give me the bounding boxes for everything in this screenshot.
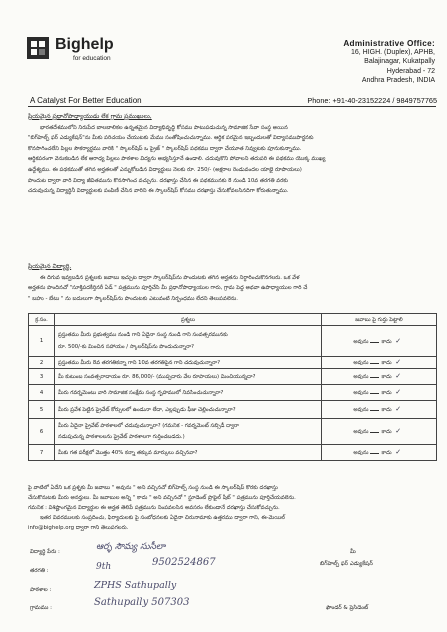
row-serial: 4 [29,385,55,401]
answer-yes-option[interactable]: అవును [353,360,369,366]
table-row [29,401,437,419]
question-line: నడుపుచున్న పాఠశాలలను ప్రైవేట్ పాఠశాలగా గుర్తించబడదు.) [58,434,185,440]
table-header-row [29,314,437,326]
intro-line: చదువుచున్న విద్యార్థినీ విద్యార్థులకు పంపిణీ చేసిన వారిని ఈ స్కాలర్‌షిప్ కోసము దరఖాస్తు చేసుకోవలసినదిగా కోరుతున్నాము. [28,188,289,195]
table-row [29,419,437,445]
row-question [55,419,322,445]
question-line: మీరు గవర్నమెంటు వారి సామాజిక సంక్షేమ సంస్థ గృహములో నివసించుచున్నారా? [58,389,224,396]
office-line: 16, HIGH. (Duplex), APHB, [350,49,435,57]
table-row [29,369,437,385]
school-label: పాఠశాల : [30,587,52,593]
table-row [29,357,437,369]
intro-line: భారతదేశములోని నిరుపేద బాలబాలికల ఉన్నతమైన విద్యాభివృద్ధి కోసము పాటుపడుచున్న సామాజిక సేవా సంస్థ అయిన [40,124,288,131]
answer-yes-option[interactable]: అవును [353,374,369,380]
student-section [28,262,438,304]
row-answer [322,369,437,385]
tick-mark: ✓ [395,388,402,396]
answer-line [370,448,379,454]
row-serial: 1 [29,326,55,357]
bighelp-logo-icon [26,36,50,60]
question-line: మీరు ఏదైనా ప్రైవేట్ పాఠశాలలో చదువుచున్నారా? (గమనిక - గవర్నమెంట్ సబ్సిడీ ద్వారా [58,423,239,429]
row-question [55,385,322,401]
class-label: తరగతి : [30,568,49,574]
row-serial: 3 [29,369,55,385]
intro-line: ఉద్దేశ్యము. ఈ పథకముతో తగిన అర్హతలతో ఎన్నుకోబడిన విద్యార్థులు నెలకు రూ. 250/- (అక్షరాల రెండువందల యాభై రూపాయలు) [28,166,302,173]
answer-line [370,427,379,433]
question-line: ప్రస్తుతము మీరు 8వ తరగతికన్నా గాని 10వ తరగతిపైన గాని చదువుచున్నారా? [58,359,221,366]
footer-section [28,483,438,533]
row-serial: 5 [29,401,55,419]
student-line: అర్హతను పొందినచో "సూక్తిపదకీర్తినరీ ఏడ్ " పత్రమును పూర్తిచేసి మీ ప్రధానోపాధ్యాయుల గారు, గ్రామ పెద్ద అథవా ఉపాధ్యాయుల గారి చే [28,285,308,292]
answer-no-option[interactable]: కాదు [381,360,392,366]
intro-line: పొందుట ద్వారా వారి విద్యా జీవితమును కొనసాగించ వచ్చును. దరఖాస్తు చేసిన ఈ పథకమునకు 8 నుండి 10వ తరగతి వరకు [28,177,288,184]
row-answer [322,385,437,401]
office-line: Andhra Pradesh, INDIA [361,76,435,84]
tick-mark: ✓ [395,448,402,456]
table-row [29,385,437,401]
sign-title: ఫౌండర్ & ప్రెసిడెంట్ [326,605,369,611]
row-answer [322,445,437,461]
answer-no-option[interactable]: కాదు [381,450,392,456]
brand-name: Bighelp [55,36,114,53]
col-answer-header: జవాబు పై గుర్తు పెట్టాలి [322,314,437,326]
row-question [55,369,322,385]
row-serial: 7 [29,445,55,461]
student-name-label: విద్యార్థి పేరు : [30,549,60,555]
row-serial: 6 [29,419,55,445]
answer-line [370,405,379,411]
col-serial-header: క్ర.సం. [29,314,55,326]
office-address [295,39,435,85]
student-line: ఈ దిగువ ఇవ్వబడిన ప్రశ్నలకు జవాబు ఇచ్చుట ద్వారా స్కాలర్‌షిప్‌ను పొందుటకు తగిన అర్హతను నిర్ధారించుకొనగలరు. ఒక వేళ [40,274,300,281]
row-serial: 2 [29,357,55,369]
answer-no-option[interactable]: కాదు [381,429,392,435]
table-row [29,326,437,357]
row-answer [322,326,437,357]
office-line: Balajinagar, Kukatpally [364,58,435,66]
question-line: మీరు ప్రవేశ పెట్టిన ప్రైవేట్ కోర్సులలో ఉండునా లేదా, ఎల్లప్పుడు ఫీజు చెల్లించుచున్నారా? [58,406,236,413]
row-question [55,445,322,461]
answer-yes-option[interactable]: అవును [353,390,369,396]
footer-line: ఇతర వివరములకు సంప్రదించు, ఫిర్యాదులకు పై సంబోధనలకు ఏదైనా చిరునామాకు ఉత్తరము ద్వారా గాని, ఈ-మెయిల్ [40,515,285,521]
tagline: A Catalyst For Better Education [30,96,142,105]
footer-line: చేసుకొనుటకు మీరు అనర్హులు. మీ జవాబుల అన్ని " కాదు " అని వచ్చినచో " స్టూడెంట్ ప్రొఫైల్ షీట్ " పత్రమును పూర్తిచేయవలెను. [28,495,296,501]
question-line: రూ. 500/-కు మించిన సహాయం / స్కాలర్‌షిప్‌ను పొందుచున్నారా? [58,344,194,350]
village-value[interactable]: Sathupally 507303 [94,597,190,608]
footer-line: గమనిక : విశిష్టాంగమైన విద్యార్థుల ఈ అర్హత తెలిపే పత్రమును నింపవలసిన అవసరం లేకుండానే దరఖాస్తు చేసుకోవచ్చును. [28,505,280,511]
question-line: ప్రస్తుతము మీరు ప్రభుత్వము నుండి గాని ఏదైనా సంస్థ నుండి గాని సంవత్సరమునకు [58,332,228,338]
class-value[interactable]: 9th [96,562,112,572]
row-question [55,326,322,357]
tick-mark: ✓ [395,336,402,345]
office-line: Hyderabad - 72 [386,67,435,75]
col-question-header: ప్రశ్నలు [55,314,322,326]
intro-line: ఆర్థికపరంగా వెనుకబడిన లేక ఆరాధ్య పిల్లలు పాఠశాల విద్యను అభ్యసిస్తూనే ఉండాలి. చదువుకొని పోవాలని తదుపరి ఈ పథకము యొక్క ముఖ్య [28,156,326,163]
table-row [29,445,437,461]
answer-no-option[interactable]: కాదు [381,374,392,380]
row-answer [322,401,437,419]
question-line: మీ కుటుంబ సంవత్సరాదాయం రూ. 86,000/- (ముప్పదారు వేల రూపాయలు) మించియున్నదా? [58,373,256,380]
answer-yes-option[interactable]: అవును [353,429,369,435]
office-title: Administrative Office: [343,39,435,48]
row-question [55,401,322,419]
row-answer [322,357,437,369]
sign-from: మీ [350,549,356,555]
row-answer [322,419,437,445]
tick-mark: ✓ [395,405,402,413]
answer-line [370,337,379,343]
student-phone-value[interactable]: 9502524867 [152,557,216,568]
answer-line [370,358,379,364]
row-question [55,357,322,369]
village-label: గ్రామము : [30,605,53,611]
question-line: మీకు గత పరీక్షలో మొత్తం 40% కన్నా తక్కువ మార్కులు వచ్చినవా? [58,449,198,456]
school-value[interactable]: ZPHS Sathupally [94,580,177,591]
answer-line [370,372,379,378]
salutation-student: ప్రియమైన విద్యార్థి, [28,263,72,270]
intro-line: "బిగ్‌హెల్ప్ ఫర్ ఎడ్యుకేషన్"ను మీకు పరిచయం చేయుటకు మేము సంతోషించుచున్నాము. ఆర్థిక పరమైన ఇబ్బందులతో విద్యాసముపార్జనకు [28,135,314,142]
answer-no-option[interactable]: కాదు [381,390,392,396]
answer-no-option[interactable]: కాదు [381,338,392,345]
footer-line: పై వాటిలో ఏదేని ఒక ప్రశ్నకు మీ జవాబు " అవును " అని వచ్చినచో బిగ్‌హెల్ప్ సంస్థ నుండి ఈ స్కాలర్‌షిప్ కొరకు దరఖాస్తు [28,485,278,491]
intro-section [28,112,438,197]
intro-line: కొనసాగించలేని పిల్లల సౌకర్యార్థము వారికి " స్కాలర్‌షిప్ ఒ ప్రైజ్ " స్కాలర్‌షిప్ పథకము ద్వారా చేయూత నివ్వుటకు పూనుకున్నాము. [28,145,302,152]
answer-line [370,388,379,394]
eligibility-table [28,313,437,461]
tick-mark: ✓ [395,372,402,380]
answer-yes-option[interactable]: అవును [353,338,369,345]
brand-subtitle: for education [73,55,111,62]
header-divider [28,106,436,107]
sign-organization: బిగ్‌హెల్ప్ ఫర్ ఎడ్యుకేషన్ [320,561,373,567]
student-line: " బహు - బేటు " ను బదులుగా స్కాలర్‌షిప్‌ను పొందుటకు ఎటువంటి నిర్బంధము లేదని తెలుపవలెను. [28,295,239,302]
tick-mark: ✓ [395,358,402,366]
phone-line: Phone: +91-40-23152224 / 9849757765 [307,96,437,105]
student-name-value[interactable]: ఆర్ళ సౌమ్య సుసీలా [96,542,166,552]
answer-yes-option[interactable]: అవును [353,407,369,413]
tick-mark: ✓ [395,427,402,435]
salutation-headmaster: ప్రియమైన ప్రధానోపాధ్యాయుడు లేక గ్రామ ప్రముఖులు, [28,113,152,120]
answer-no-option[interactable]: కాదు [381,407,392,413]
answer-yes-option[interactable]: అవును [353,450,369,456]
footer-line: info@bighelp.org ద్వారా గాని తెలుపగలరు. [28,525,129,531]
